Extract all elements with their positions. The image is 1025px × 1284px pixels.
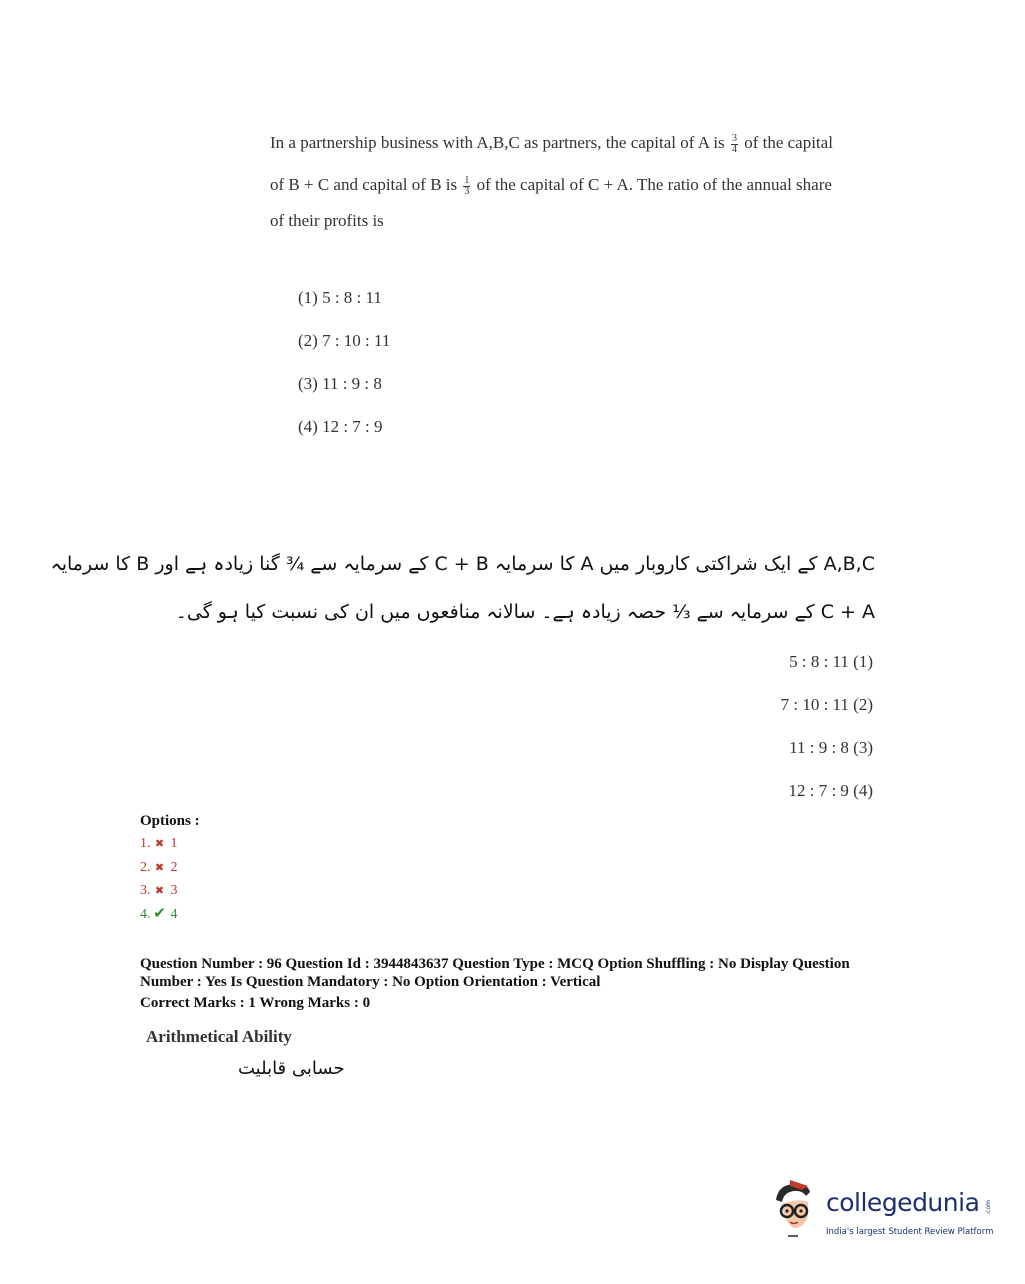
option-2: (2) 7 : 10 : 11 (298, 331, 391, 350)
urdu-option-2: 7 : 10 : 11 (2) (780, 695, 873, 714)
cross-icon: ✖ (154, 838, 165, 850)
choice-1: 1. ✖ 1 (140, 832, 200, 856)
question-line-1: In a partnership business with A,B,C as partners, the capital of A is $\frac{3}{4}$ of the capital (270, 132, 833, 155)
options-result-list (140, 810, 200, 926)
urdu-option-3: 11 : 9 : 8 (3) (789, 738, 873, 757)
urdu-question-line-1: A,B,C کے ایک شراکتی کاروبار میں A کا سرمایہ C + B کے سرمایہ سے ¾ گنا زیادہ ہے اور B کا سرمایہ (50, 553, 875, 575)
section-title-english: Arithmetical Ability (146, 1027, 292, 1046)
cross-icon: ✖ (154, 885, 165, 897)
metadata-line-2: Number : Yes Is Question Mandatory : No Option Orientation : Vertical (140, 974, 601, 990)
question-metadata (140, 955, 900, 1012)
choice-3: 3. ✖ 3 (140, 879, 200, 903)
brand-tagline: India's largest Student Review Platform (826, 1227, 994, 1237)
brand-dotcom: .com (985, 1200, 992, 1215)
fraction-three-quarters: $\frac{3}{4}$ (731, 132, 737, 155)
section-title-urdu: حسابی قابلیت (238, 1058, 345, 1079)
options-heading: Options : (140, 813, 200, 829)
brand-watermark (768, 1178, 998, 1248)
choice-2: 2. ✖ 2 (140, 856, 200, 880)
cross-icon: ✖ (154, 861, 165, 874)
option-3: (3) 11 : 9 : 8 (298, 374, 382, 393)
marks-line: Correct Marks : 1 Wrong Marks : 0 (140, 995, 371, 1011)
metadata-line-1: Question Number : 96 Question Id : 3944843637 Question Type : MCQ Option Shuffling : No Display Question (140, 956, 850, 972)
question-text-english (270, 122, 910, 236)
brand-name: collegedunia (826, 1188, 980, 1217)
fraction-one-third: $\frac{1}{3}$ (464, 174, 470, 197)
collegedunia-logo-icon (768, 1178, 824, 1240)
question-line-2: of B + C and capital of B is $\frac{1}{3}$ of the capital of C + A. The ratio of the annual share (270, 174, 832, 197)
question-text-urdu (50, 540, 875, 636)
option-4: (4) 12 : 7 : 9 (298, 417, 383, 436)
answer-options-english (298, 276, 390, 448)
urdu-option-1: 5 : 8 : 11 (1) (789, 652, 873, 671)
urdu-option-4: 12 : 7 : 9 (4) (788, 781, 873, 800)
choice-4: 4. ✔ 4 (140, 903, 200, 927)
urdu-question-line-2: C + A کے سرمایہ سے ⅓ حصہ زیادہ ہے۔ سالانہ منافعوں میں ان کی نسبت کیا ہو گی۔ (175, 601, 875, 623)
checkmark-icon: ✔ (153, 905, 166, 922)
question-line-3: of their profits is (270, 211, 384, 230)
answer-options-urdu (781, 640, 873, 812)
option-1: (1) 5 : 8 : 11 (298, 288, 382, 307)
